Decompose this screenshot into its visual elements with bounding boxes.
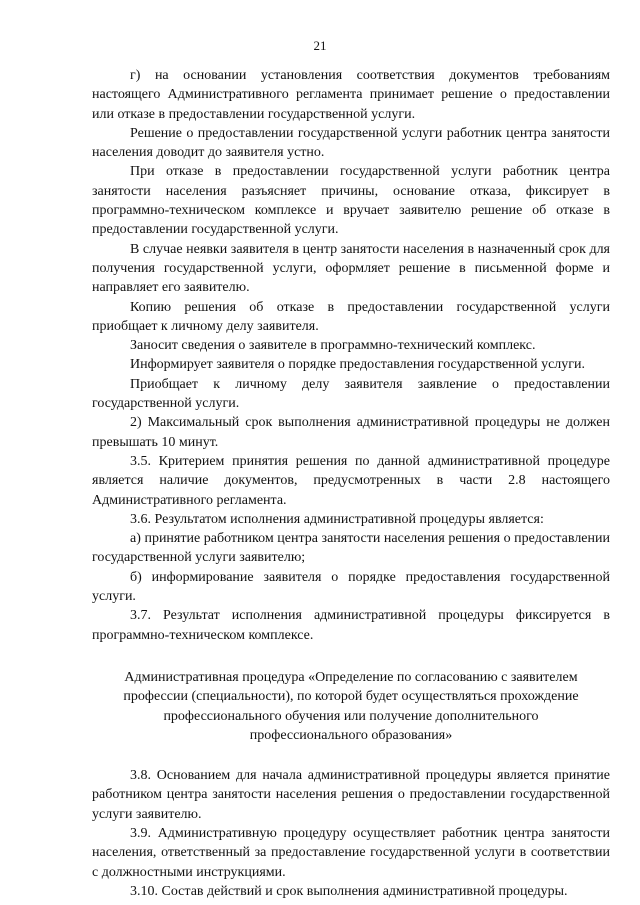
paragraph-attach-application: Приобщает к личному делу заявителя заявление о предоставлении государственной услуги.: [92, 376, 610, 412]
paragraph-3-10: 3.10. Состав действий и срок выполнения административной процедуры.: [130, 883, 568, 899]
paragraph-inform-applicant: Информирует заявителя о порядке предоставления государственной услуги.: [130, 357, 586, 373]
paragraph-3-7: 3.7. Результат исполнения административной процедуры фиксируется в программно-техническом комплексе.: [92, 608, 610, 643]
page-number: 21: [313, 38, 327, 53]
paragraph-3-8: 3.8. Основанием для начала административной процедуры является принятие работником центра занятости населения решения о предоставлении государственной услуги заявителю.: [92, 768, 610, 822]
paragraph-record-info: Заносит сведения о заявителе в программно-технический комплекс.: [130, 338, 536, 354]
paragraph-oral-notice: Решение о предоставлении государственной услуги работник центра занятости населения доводит до заявителя устно.: [92, 125, 610, 161]
paragraph-max-duration: 2) Максимальный срок выполнения административной процедуры не должен превышать 10 минут.: [92, 415, 610, 450]
section-heading: Административная процедура «Определение по согласованию с заявителем профессии (специальности), по которой будет осуществляться прохождение профессионального обучения или получение дополнительного профессионального образования»: [123, 669, 579, 743]
paragraph-copy-refusal: Копию решения об отказе в предоставлении государственной услуги приобщает к личному делу заявителя.: [92, 299, 610, 334]
paragraph-refusal: При отказе в предоставлении государственной услуги работник центра занятости населения разъясняет причины, основание отказа, фиксирует в программно-техническом комплексе и вручает заявителю решение об отказе в предоставлении государственной услуги.: [92, 164, 610, 238]
paragraph-3-5: 3.5. Критерием принятия решения по данной административной процедуре является наличие документов, предусмотренных в части 2.8 настоящего Административного регламента.: [92, 453, 610, 508]
paragraph-3-6-a: а) принятие работником центра занятости населения решения о предоставлении государственной услуги заявителю;: [92, 531, 610, 566]
paragraph-3-6-b: б) информирование заявителя о порядке предоставления государственной услуги.: [92, 569, 610, 605]
document-body: [92, 66, 610, 901]
paragraph-3-9: 3.9. Административную процедуру осуществляет работник центра занятости населения, ответственный за предоставление государственной услуги в соответствии с должностными инструкциями.: [92, 825, 610, 880]
paragraph-decision-basis: г) на основании установления соответствия документов требованиям настоящего Административного регламента принимает решение о предоставлении или отказе в предоставлении государственной услуги.: [92, 68, 610, 122]
paragraph-no-show: В случае неявки заявителя в центр занятости населения в назначенный срок для получения государственной услуги, оформляет решение в письменной форме и направляет его заявителю.: [92, 241, 610, 296]
paragraph-3-6: 3.6. Результатом исполнения административной процедуры является:: [130, 511, 544, 527]
